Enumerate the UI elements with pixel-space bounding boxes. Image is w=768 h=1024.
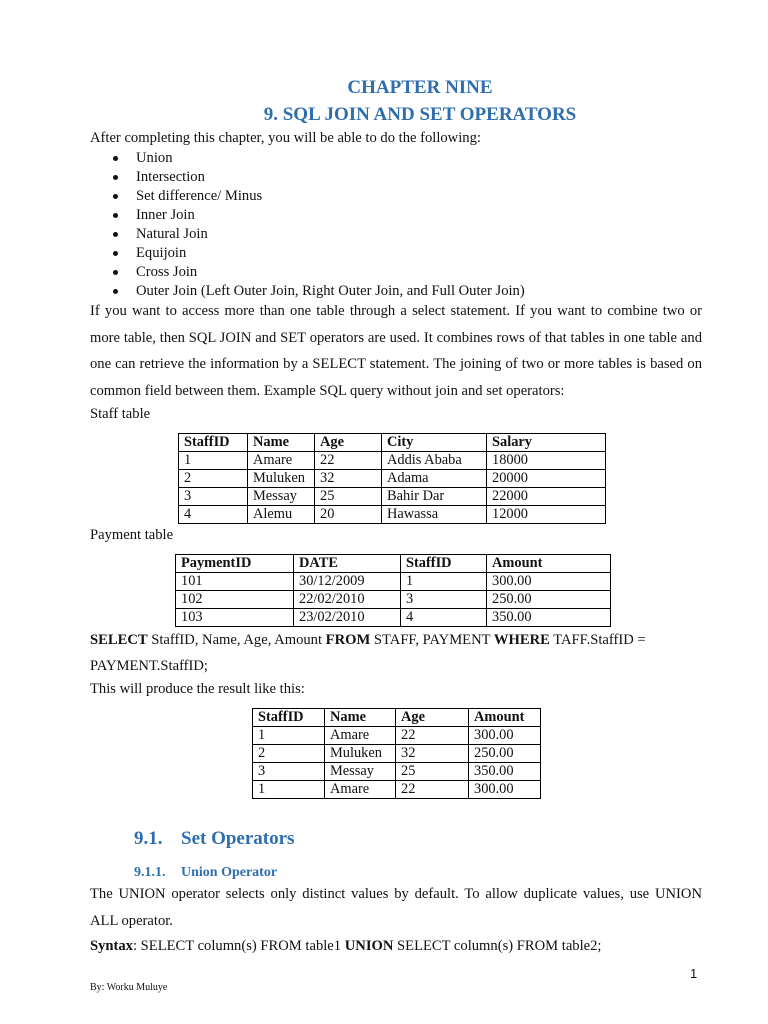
sql-select-columns: StaffID, Name, Age, Amount <box>147 632 326 648</box>
table-cell: 2 <box>179 470 248 488</box>
column-header: City <box>382 434 487 452</box>
subsection-heading <box>134 865 277 881</box>
intro-text: After completing this chapter, you will be able to do the following: <box>90 130 481 146</box>
table-cell: 25 <box>396 763 469 781</box>
table-cell: 22 <box>396 781 469 799</box>
table-cell: 102 <box>176 591 294 609</box>
subsection-title: Union Operator <box>181 865 278 880</box>
table-cell: Messay <box>325 763 396 781</box>
table-row <box>179 488 606 506</box>
list-item: Natural Join <box>110 225 525 244</box>
table-cell: 20000 <box>487 470 606 488</box>
table-cell: 250.00 <box>469 745 541 763</box>
subsection-number: 9.1.1. <box>134 865 166 880</box>
table-cell: Hawassa <box>382 506 487 524</box>
column-header: StaffID <box>253 709 325 727</box>
list-item: Intersection <box>110 168 525 187</box>
table-cell: 18000 <box>487 452 606 470</box>
table-cell: Muluken <box>325 745 396 763</box>
table-row <box>179 452 606 470</box>
payment-table <box>175 554 611 627</box>
table-cell: 32 <box>315 470 382 488</box>
table-cell: 3 <box>253 763 325 781</box>
table-header-row <box>253 709 541 727</box>
objectives-list <box>110 149 525 301</box>
syntax-label: Syntax <box>90 938 133 954</box>
list-item: Union <box>110 149 525 168</box>
table-row <box>179 470 606 488</box>
syntax-part: : SELECT column(s) FROM table1 <box>132 938 345 954</box>
list-item: Outer Join (Left Outer Join, Right Outer Join, and Full Outer Join) <box>110 282 525 301</box>
union-paragraph: The UNION operator selects only distinct values by default. To allow duplicate values, use UNION ALL operator. <box>90 886 702 929</box>
table-cell: 22 <box>396 727 469 745</box>
table-cell: 12000 <box>487 506 606 524</box>
table-cell: Bahir Dar <box>382 488 487 506</box>
table-cell: Messay <box>248 488 315 506</box>
table-row <box>253 745 541 763</box>
table-cell: Adama <box>382 470 487 488</box>
page-number: 1 <box>690 966 698 981</box>
table-row <box>253 727 541 745</box>
column-header: PaymentID <box>176 555 294 573</box>
table-cell: 32 <box>396 745 469 763</box>
sql-where-condition: TAFF.StaffID = PAYMENT.StaffID; <box>90 632 646 674</box>
result-table <box>252 708 541 799</box>
table-cell: 1 <box>253 727 325 745</box>
table-row <box>176 609 611 627</box>
table-cell: 1 <box>401 573 487 591</box>
table-cell: 4 <box>401 609 487 627</box>
table-cell: 20 <box>315 506 382 524</box>
list-item: Equijoin <box>110 244 525 263</box>
column-header: StaffID <box>401 555 487 573</box>
staff-table-caption: Staff table <box>90 406 151 422</box>
table-cell: 30/12/2009 <box>294 573 401 591</box>
table-row <box>179 506 606 524</box>
sql-keyword: FROM <box>325 632 371 648</box>
list-item: Inner Join <box>110 206 525 225</box>
table-cell: 3 <box>179 488 248 506</box>
table-header-row <box>176 555 611 573</box>
chapter-label: CHAPTER NINE <box>347 77 493 98</box>
sql-keyword: SELECT <box>90 632 148 648</box>
table-cell: 1 <box>253 781 325 799</box>
table-cell: 101 <box>176 573 294 591</box>
sql-query <box>90 627 702 679</box>
table-row <box>253 781 541 799</box>
syntax-part: SELECT column(s) FROM table2; <box>393 938 602 954</box>
table-cell: 1 <box>179 452 248 470</box>
intro-paragraph: If you want to access more than one table through a select statement. If you want to combine two or more table, then SQL JOIN and SET operators are used. It combines rows of that tables in one table and one can retrieve the information by a SELECT statement. The joining of two or more tables is based on common field between them. Example SQL query without join and set operators: <box>90 303 702 399</box>
column-header: Name <box>248 434 315 452</box>
payment-table-caption: Payment table <box>90 527 174 543</box>
table-row <box>176 573 611 591</box>
table-cell: Amare <box>325 781 396 799</box>
staff-table <box>178 433 606 524</box>
column-header: Name <box>325 709 396 727</box>
syntax-line <box>90 938 702 955</box>
column-header: Age <box>315 434 382 452</box>
section-number: 9.1. <box>134 828 163 849</box>
table-cell: 103 <box>176 609 294 627</box>
result-caption: This will produce the result like this: <box>90 681 305 697</box>
table-row <box>253 763 541 781</box>
table-cell: Muluken <box>248 470 315 488</box>
column-header: Amount <box>487 555 611 573</box>
section-title: Set Operators <box>181 828 295 849</box>
table-row <box>176 591 611 609</box>
table-cell: Amare <box>325 727 396 745</box>
table-cell: 300.00 <box>469 727 541 745</box>
table-header-row <box>179 434 606 452</box>
table-cell: 4 <box>179 506 248 524</box>
table-cell: Addis Ababa <box>382 452 487 470</box>
table-cell: Alemu <box>248 506 315 524</box>
column-header: StaffID <box>179 434 248 452</box>
table-cell: Amare <box>248 452 315 470</box>
table-cell: 22 <box>315 452 382 470</box>
table-cell: 300.00 <box>487 573 611 591</box>
sql-keyword: WHERE <box>493 632 550 648</box>
list-item: Set difference/ Minus <box>110 187 525 206</box>
column-header: Salary <box>487 434 606 452</box>
table-cell: 350.00 <box>469 763 541 781</box>
footer-author: By: Worku Muluye <box>90 982 168 993</box>
table-cell: 23/02/2010 <box>294 609 401 627</box>
table-cell: 25 <box>315 488 382 506</box>
table-cell: 22/02/2010 <box>294 591 401 609</box>
column-header: Amount <box>469 709 541 727</box>
column-header: Age <box>396 709 469 727</box>
table-cell: 350.00 <box>487 609 611 627</box>
section-heading <box>134 828 294 850</box>
table-cell: 22000 <box>487 488 606 506</box>
table-cell: 300.00 <box>469 781 541 799</box>
list-item: Cross Join <box>110 263 525 282</box>
table-cell: 250.00 <box>487 591 611 609</box>
table-cell: 3 <box>401 591 487 609</box>
sql-from-tables: STAFF, PAYMENT <box>370 632 494 648</box>
chapter-title: 9. SQL JOIN AND SET OPERATORS <box>263 104 577 125</box>
syntax-keyword: UNION <box>344 938 394 954</box>
table-cell: 2 <box>253 745 325 763</box>
column-header: DATE <box>294 555 401 573</box>
